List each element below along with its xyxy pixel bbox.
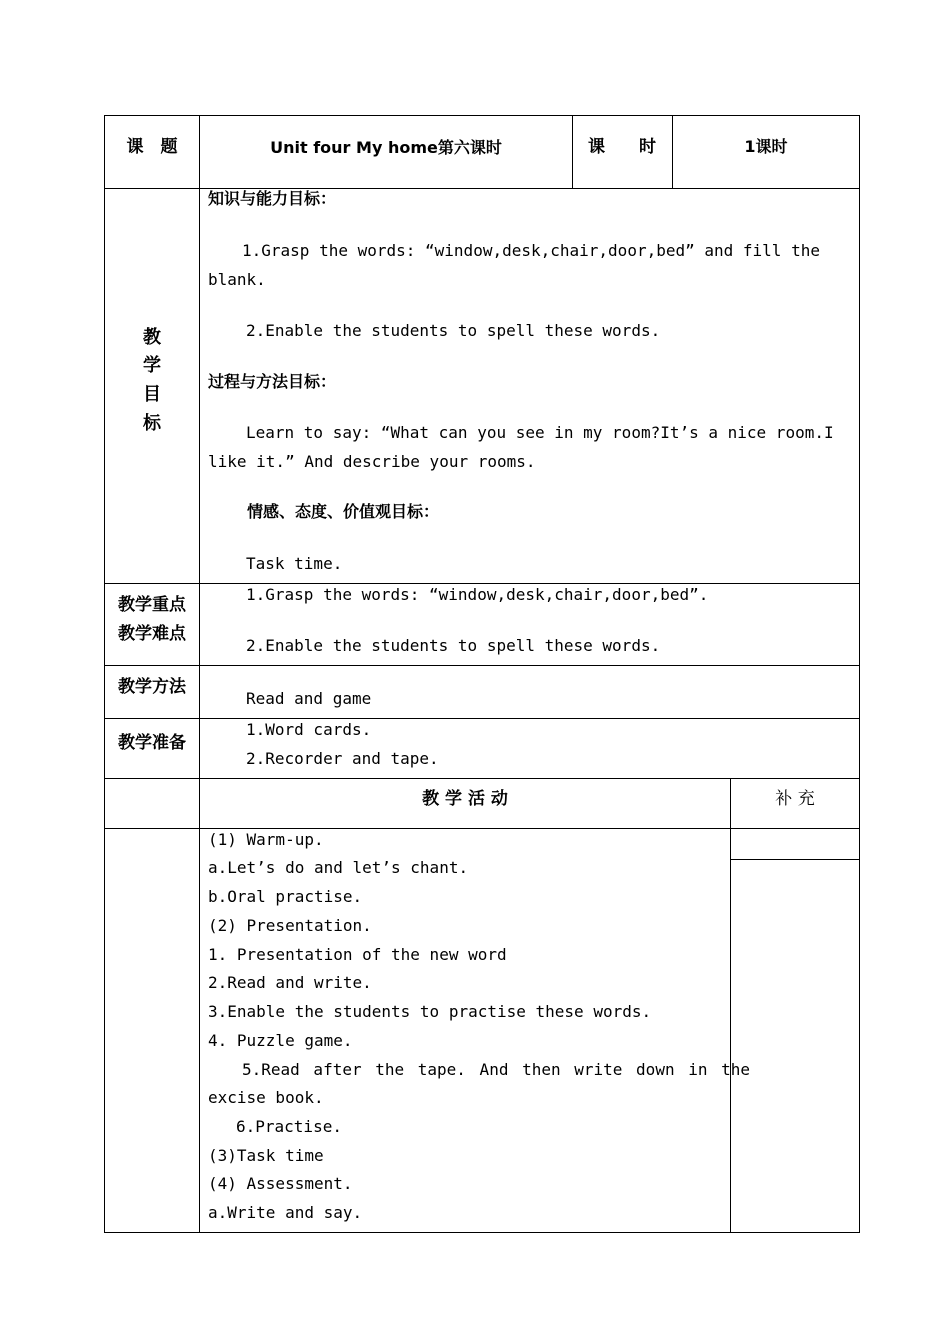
- table-rule-preparation: [104, 778, 860, 779]
- process-title: 过程与方法目标：: [208, 372, 337, 391]
- knowledge-title: 知识与能力目标：: [208, 189, 337, 208]
- activity-line: (1) Warm-up.: [208, 830, 324, 849]
- table-rule-objectives: [104, 583, 860, 584]
- difficult-points-label: 教学难点: [118, 624, 186, 644]
- activity-line: 3.Enable the students to practise these words.: [208, 1002, 652, 1021]
- activity-line: 5.Read after the tape. And then write down in the: [242, 1060, 751, 1079]
- supplement-rule: [730, 859, 860, 860]
- knowledge-item-1-line-1: 1.Grasp the words: “window,desk,chair,door,bed” and fill the: [242, 241, 820, 260]
- key-points-label: 教学重点: [118, 595, 186, 615]
- activity-line: 4. Puzzle game.: [208, 1031, 353, 1050]
- activity-line: a.Write and say.: [208, 1203, 363, 1222]
- process-line-2: like it.” And describe your rooms.: [208, 452, 536, 471]
- table-rule-label-column: [199, 115, 200, 1233]
- preparation-item-1: 1.Word cards.: [246, 720, 372, 739]
- preparation-item-2: 2.Recorder and tape.: [246, 749, 439, 768]
- table-rule-keypoints: [104, 665, 860, 666]
- table-border-left: [104, 115, 105, 1233]
- emotion-title: 情感、态度、价值观目标：: [247, 502, 440, 521]
- table-border-right: [859, 115, 860, 1233]
- objectives-label-char-4: 标: [143, 413, 161, 434]
- key-point-1: 1.Grasp the words: “window,desk,chair,door,bed”.: [246, 585, 709, 604]
- topic-label: 课 题: [126, 137, 178, 157]
- method-label: 教学方法: [118, 677, 186, 697]
- table-rule-method: [104, 718, 860, 719]
- activities-rule-supplement: [730, 778, 731, 1233]
- table-border-top: [104, 115, 860, 116]
- activity-line: (3)Task time: [208, 1146, 324, 1165]
- activity-line: (4) Assessment.: [208, 1174, 353, 1193]
- activity-line: 2.Read and write.: [208, 973, 372, 992]
- preparation-label: 教学准备: [118, 733, 186, 753]
- process-line-1: Learn to say: “What can you see in my room?It’s a nice room.I: [246, 423, 834, 442]
- activity-line: a.Let’s do and let’s chant.: [208, 858, 469, 877]
- key-point-2: 2.Enable the students to spell these words.: [246, 636, 661, 655]
- objectives-label-char-1: 教: [143, 327, 161, 348]
- activity-line: b.Oral practise.: [208, 887, 363, 906]
- topic-value: Unit four My home第六课时: [270, 138, 502, 157]
- objectives-label-char-2: 学: [143, 355, 161, 376]
- activity-line: (2) Presentation.: [208, 916, 372, 935]
- activity-line: 6.Practise.: [236, 1117, 342, 1136]
- knowledge-item-2: 2.Enable the students to spell these words.: [246, 321, 661, 340]
- activities-header: 教 学 活 动: [422, 789, 508, 809]
- knowledge-item-1-line-2: blank.: [208, 270, 266, 289]
- objectives-label-char-3: 目: [143, 384, 161, 405]
- supplement-header: 补 充: [775, 789, 815, 809]
- activity-line: 1. Presentation of the new word: [208, 945, 507, 964]
- emotion-text: Task time.: [246, 554, 343, 573]
- method-text: Read and game: [246, 689, 372, 708]
- activity-line: excise book.: [208, 1088, 324, 1107]
- table-rule-activities-header: [104, 828, 860, 829]
- period-label: 课 时: [588, 137, 656, 157]
- period-value: 1课时: [744, 137, 788, 156]
- table-border-bottom: [104, 1232, 860, 1233]
